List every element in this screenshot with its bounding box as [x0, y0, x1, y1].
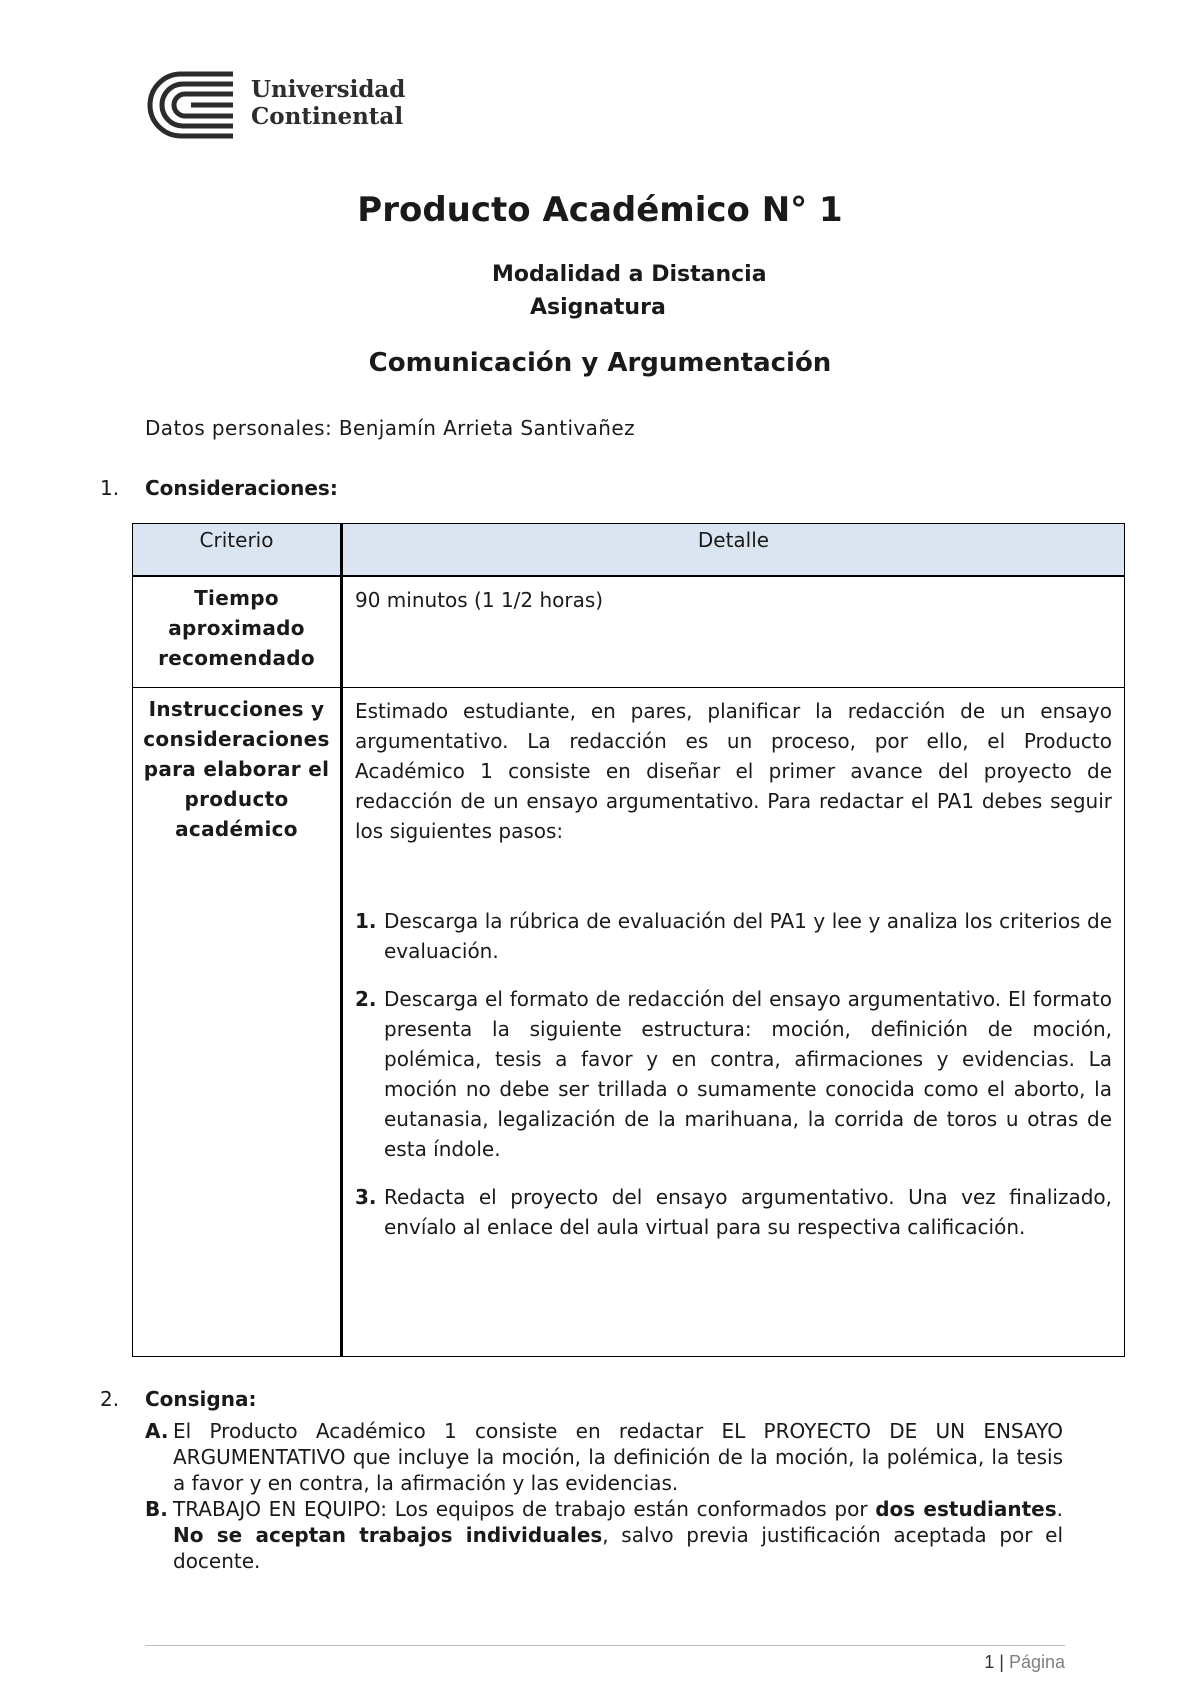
list-item: 1. Descarga la rúbrica de evaluación del PA1 y lee y analiza los criterios de evaluación.	[355, 909, 1112, 963]
table-header-row	[133, 524, 1125, 577]
section-2-heading: 2. Consigna:	[100, 1387, 257, 1411]
list-item: B. TRABAJO EN EQUIPO: Los equipos de trabajo están conformados por dos estudiantes. No se aceptan trabajos individuales, salvo previa justificación aceptada por el docente.	[145, 1497, 1064, 1573]
university-logo	[143, 70, 406, 140]
university-logo-icon	[143, 70, 238, 140]
logo-text: Universidad Continental	[251, 76, 406, 130]
header-detalle: Detalle	[342, 524, 1125, 577]
list-item: A. El Producto Académico 1 consiste en redactar EL PROYECTO DE UN ENSAYO ARGUMENTATIVO que incluye la moción, la definición de la moción, la polémica, la tesis a favor y en contra, la afirmación y las evidencias.	[145, 1419, 1063, 1495]
detalle-cell: 90 minutos (1 1/2 horas)	[342, 576, 1125, 688]
course-name: Comunicación y Argumentación	[368, 348, 832, 378]
criterio-cell: Instrucciones y consideraciones para elaborar el producto académico	[133, 688, 342, 1357]
page-number: 1	[984, 1652, 995, 1672]
criterio-cell: Tiempo aproximado recomendado	[133, 576, 342, 688]
page-label: Página	[1008, 1652, 1065, 1672]
document-title: Producto Académico N° 1	[357, 190, 843, 230]
personal-data: Datos personales: Benjamín Arrieta Santivañez	[145, 416, 635, 440]
detalle-cell	[342, 688, 1125, 1357]
header-criterio: Criterio	[133, 524, 342, 577]
instructions-intro: Estimado estudiante, en pares, planificar la redacción de un ensayo argumentativo. La redacción es un proceso, por ello, el Producto Académico 1 consiste en diseñar el primer avance del proyecto de redacción de un ensayo argumentativo. Para redactar el PA1 debes seguir los siguientes pasos:	[355, 699, 1112, 843]
list-item: 2. Descarga el formato de redacción del ensayo argumentativo. El formato presenta la siguiente estructura: moción, definición de moción, polémica, tesis a favor y en contra, afirmaciones y evidencias. La moción no debe ser trillada o sumamente conocida como el aborto, la eutanasia, legalización de la marihuana, la corrida de toros u otras de esta índole.	[355, 987, 1112, 1161]
footer-divider	[145, 1645, 1065, 1646]
footer-separator: |	[999, 1652, 1004, 1672]
criteria-table	[132, 523, 1125, 1357]
modality: Modalidad a Distancia	[492, 262, 767, 287]
list-item: 3. Redacta el proyecto del ensayo argumentativo. Una vez finalizado, envíalo al enlace del aula virtual para su respectiva calificación.	[355, 1185, 1112, 1239]
steps-list	[355, 906, 1112, 1242]
section-1-heading: 1. Consideraciones:	[100, 476, 338, 500]
table-row	[133, 576, 1125, 688]
consigna-list	[145, 1418, 1063, 1574]
page-footer	[984, 1652, 1065, 1673]
table-row	[133, 688, 1125, 1357]
subject-label: Asignatura	[530, 295, 666, 320]
